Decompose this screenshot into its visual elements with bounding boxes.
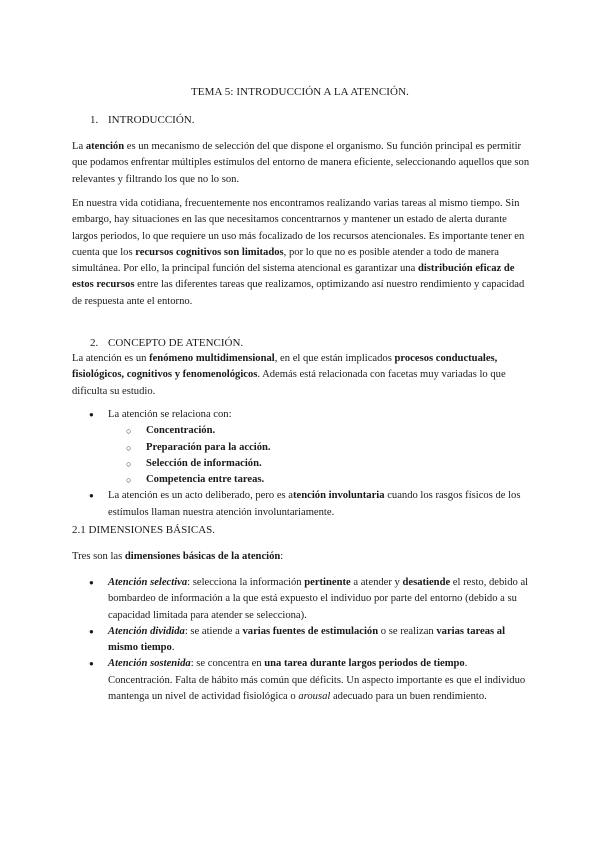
sub-list [108,423,530,488]
document-title: TEMA 5: INTRODUCCIÓN A LA ATENCIÓN. [190,86,409,98]
section-heading-introduccion [72,112,194,128]
section-number: 1. [90,114,99,126]
paragraph-intro-1: La atención es un mecanismo de selección del que dispone el organismo. Su función principal es permitir que podamos enfrentar múltiples estímulos del entorno de manera eficiente, seleccionando aquellos que son relevantes y filtrando los que no lo son. [72,141,530,185]
section-heading-concepto [72,335,243,351]
list-item: ● La atención es un acto deliberado, pero es atención involuntaria cuando los rasgos físicos de los estímulos llaman nuestra atención involuntariamente. [72,488,530,521]
paragraph-intro-2: En nuestra vida cotidiana, frecuentemente nos encontramos realizando varias tareas al mismo tiempo. Sin embargo, hay situaciones en las que necesitamos concentrarnos y mantener un estado de alerta durante largos periodos, lo que requiere un uso más focalizado de los recursos atencionales. Es importante tener en cuenta que los recursos cognitivos son limitados, por lo que no es posible atender a todo de manera simultánea. Por ello, la principal función del sistema atencional es garantizar una distribución eficaz de estos recursos entre las diferentes tareas que realizamos, optimizando así nuestro rendimiento y capacidad de respuesta ante el entorno. [72,198,525,307]
sub-list-item: ○ Concentración. [108,423,530,439]
paragraph-dimensiones-intro: Tres son las dimensiones básicas de la atención: [72,551,284,562]
list-item: ● Atención selectiva: selecciona la información pertinente a atender y desatiende el resto, debido al bombardeo de información a la que está expuesto el individuo por parte del entorno (debido a su capacidad limitada para atender se selecciona). [72,575,530,624]
list-item: ● Atención dividida: se atiende a varias fuentes de estimulación o se realizan varias tareas al mismo tiempo. [72,624,530,657]
paragraph-concepto: La atención es un fenómeno multidimensional, en el que están implicados procesos conductuales, fisiológicos, cognitivos y fenomenológicos. Además está relacionada con facetas muy variadas lo que dificulta su estudio. [72,353,506,397]
sub-list-item: ○ Preparación para la acción. [108,440,530,456]
section-label: INTRODUCCIÓN. [108,114,195,126]
list-item: ● La atención se relaciona con: ○ Concentración. ○ Preparación para la acción. ○ Selección de información. ○ Competencia entre tareas. [72,407,530,488]
sub-list-item: ○ Selección de información. [108,456,530,472]
sub-list-item: ○ Competencia entre tareas. [108,472,530,488]
subsection-heading-dimensiones: 2.1 DIMENSIONES BÁSICAS. [72,524,216,536]
list-item: ● Atención sostenida: se concentra en una tarea durante largos periodos de tiempo. Concentración. Falta de hábito más común que déficits. Un aspecto importante es que el individuo mantenga un nivel de actividad fisiológica o arousal adecuado para un buen rendimiento. [72,656,530,705]
concepto-bullet-list [72,407,530,521]
section-label: CONCEPTO DE ATENCIÓN. [108,337,244,349]
dimensiones-bullet-list [72,575,530,705]
section-number: 2. [90,337,99,349]
